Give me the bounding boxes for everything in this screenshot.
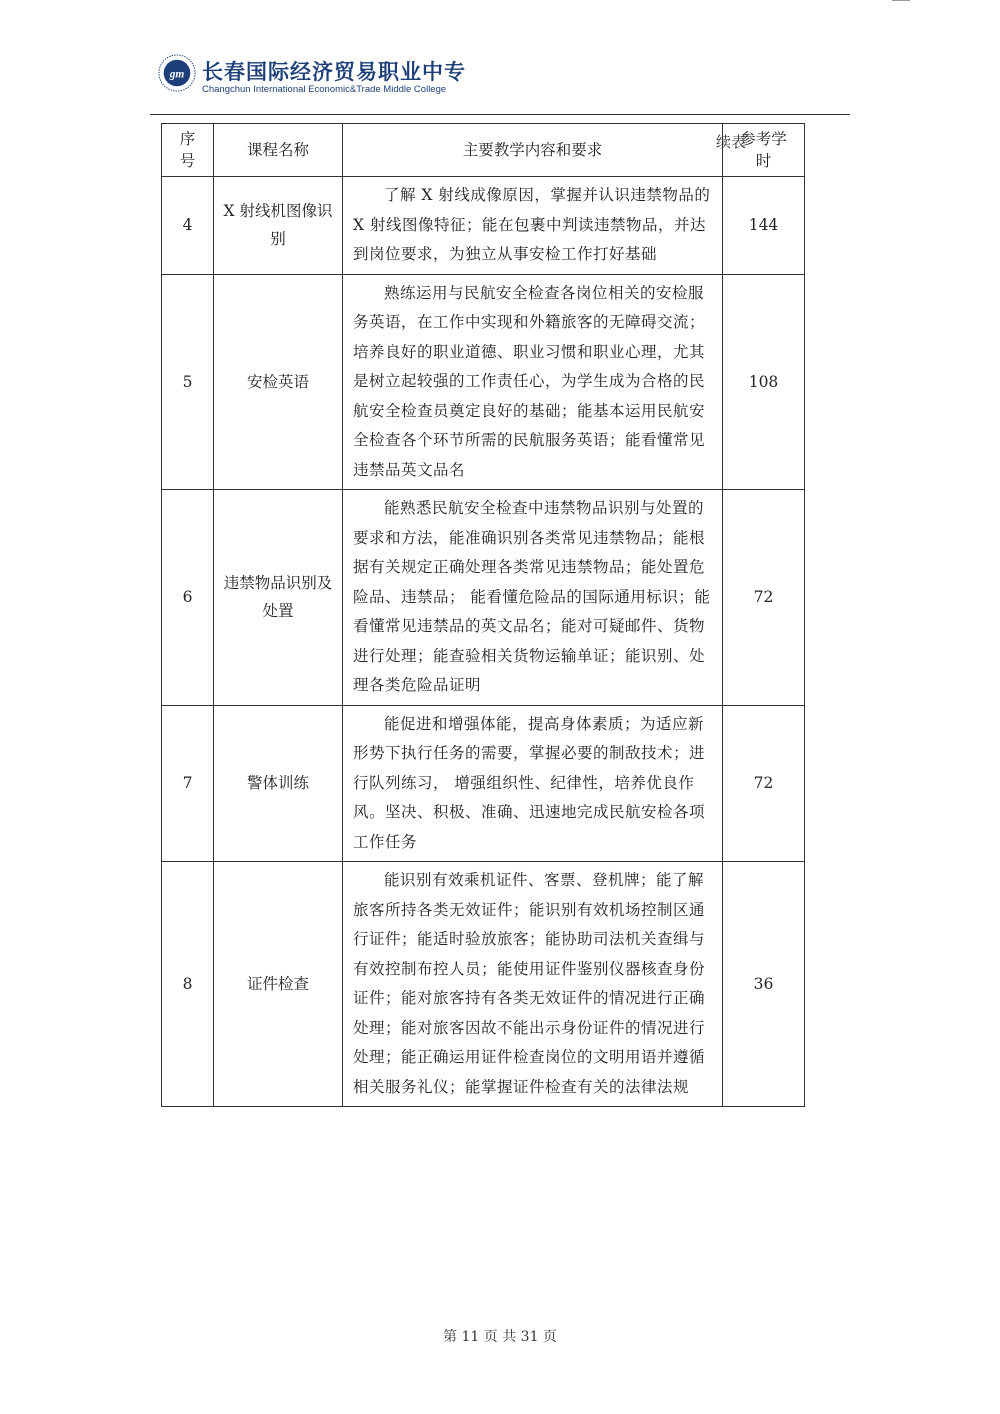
row-number: 5 [162, 274, 214, 490]
row-number: 7 [162, 705, 214, 862]
course-content: 能熟悉民航安全检查中违禁物品识别与处置的要求和方法，能准确识别各类常见违禁物品；能根据有关规定正确处理各类常见违禁物品；能处置危险品、违禁品； 能看懂危险品的国际通用标识；能看懂常见违禁品的英文品名；能对可疑邮件、货物进行处理；能查验相关货物运输单证；能识别、处理各类危险品证明 [343, 490, 723, 706]
table-row [162, 274, 805, 490]
course-hours: 72 [723, 490, 805, 706]
svg-text:gm: gm [169, 68, 185, 81]
course-name: 安检英语 [214, 274, 343, 490]
school-name-en: Changchun International Economic&Trade Middle College [202, 84, 447, 95]
table-row [162, 862, 805, 1107]
table-row [162, 177, 805, 275]
course-content: 能促进和增强体能，提高身体素质；为适应新形势下执行任务的需要，掌握必要的制敌技术；进行队列练习， 增强组织性、纪律性，培养优良作风。坚决、积极、准确、迅速地完成民航安检各项工作任务 [343, 705, 723, 862]
table-row [162, 490, 805, 706]
col-header-hours: 参考学时 [723, 124, 805, 177]
school-name-cn: 长春国际经济贸易职业中专 [202, 59, 466, 84]
course-content: 熟练运用与民航安全检查各岗位相关的安检服务英语，在工作中实现和外籍旅客的无障碍交流；培养良好的职业道德、职业习惯和职业心理，尤其是树立起较强的工作责任心，为学生成为合格的民航安全检查员奠定良好的基础；能基本运用民航安全检查各个环节所需的民航服务英语；能看懂常见违禁品英文品名 [343, 274, 723, 490]
col-header-content: 主要教学内容和要求 [343, 124, 723, 177]
continued-label: 续表 [716, 133, 747, 151]
table-header-row [162, 124, 805, 177]
page-header [158, 52, 858, 102]
course-content: 了解 X 射线成像原因，掌握并认识违禁物品的 X 射线图像特征；能在包裹中判读违禁物品，并达到岗位要求，为独立从事安检工作打好基础 [343, 177, 723, 275]
course-hours: 144 [723, 177, 805, 275]
col-header-name: 课程名称 [214, 124, 343, 177]
row-number: 4 [162, 177, 214, 275]
course-name: X 射线机图像识别 [214, 177, 343, 275]
course-table [161, 123, 805, 1107]
corner-crop-mark [892, 0, 910, 4]
school-logo-icon [158, 54, 196, 92]
col-header-no: 序号 [162, 124, 214, 177]
page-number: 第 11 页 共 31 页 [443, 1329, 557, 1345]
header-divider [150, 114, 850, 115]
table-row [162, 705, 805, 862]
course-hours: 72 [723, 705, 805, 862]
course-name: 违禁物品识别及处置 [214, 490, 343, 706]
course-hours: 108 [723, 274, 805, 490]
course-hours: 36 [723, 862, 805, 1107]
row-number: 8 [162, 862, 214, 1107]
row-number: 6 [162, 490, 214, 706]
course-name: 证件检查 [214, 862, 343, 1107]
course-content: 能识别有效乘机证件、客票、登机牌；能了解旅客所持各类无效证件；能识别有效机场控制区通行证件；能适时验放旅客；能协助司法机关查缉与有效控制布控人员；能使用证件鉴别仪器核查身份证件；能对旅客持有各类无效证件的情况进行正确处理；能对旅客因故不能出示身份证件的情况进行处理；能正确运用证件检查岗位的文明用语并遵循相关服务礼仪；能掌握证件检查有关的法律法规 [343, 862, 723, 1107]
course-name: 警体训练 [214, 705, 343, 862]
